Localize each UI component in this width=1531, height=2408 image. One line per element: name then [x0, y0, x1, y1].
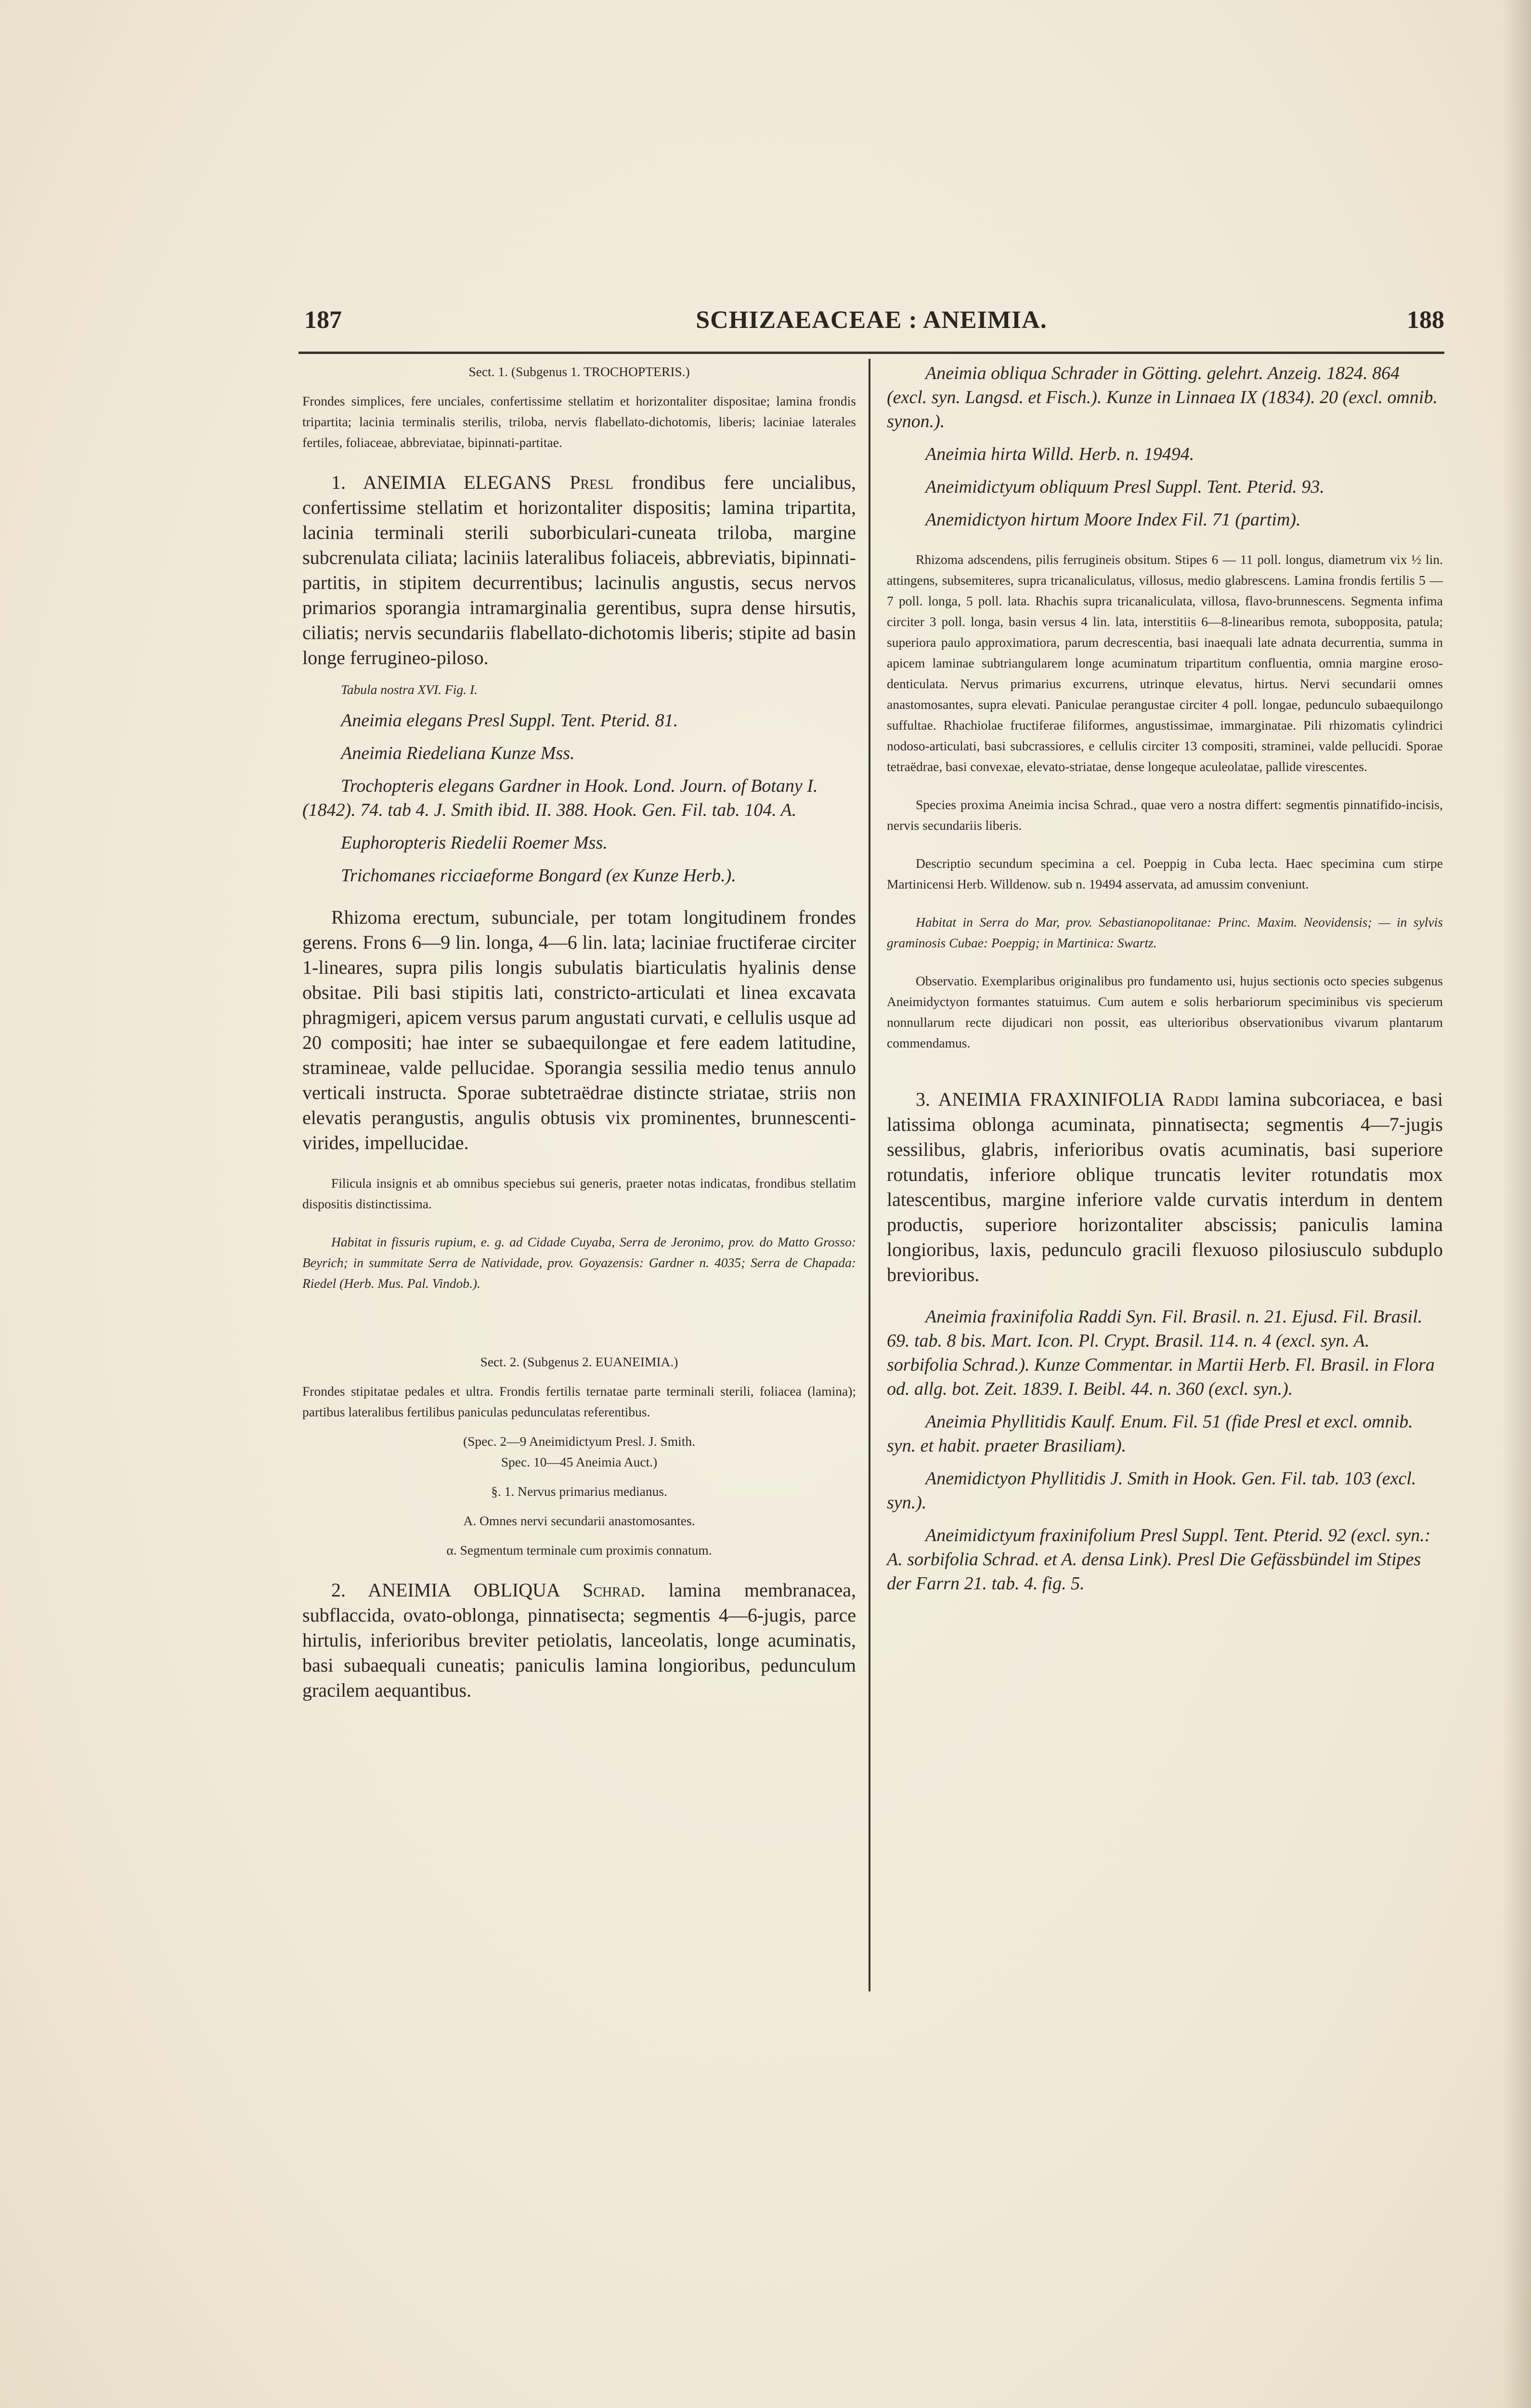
book-spine-shadow — [1502, 0, 1531, 2408]
section-2-spec-2: Spec. 10—45 Aneimia Auct.) — [501, 1454, 658, 1469]
species-1-author: Presl — [570, 471, 613, 493]
species-1-text: frondibus fere uncialibus, confertissime stellatim et horizontaliter dispositis; lamina tripartita, lacinia terminali sterili suborbiculari-cuneata triloba, margine subcrenulata ciliata; laciniis lateralibus foliaceis, abbreviatis, bipinnati-partitis, in stipitem decurrentibus; lacinulis angustis, secus nervos primarios sporangia intramarginalia gerentibus, supra dense hirsutis, ciliatis; nervis secundariis flabellato-dichotomis liberis; stipite ad basin longe ferrugineo-piloso. — [302, 471, 856, 668]
header-rule — [298, 352, 1444, 354]
species-3-synonym: Aneimia fraxinifolia Raddi Syn. Fil. Brasil. n. 21. Ejusd. Fil. Brasil. 69. tab. 8 bis. Mart. Icon. Pl. Crypt. Brasil. 114. n. 4 (excl. syn. A. sorbifolia Schrad.). Kunze Commentar. in Martii Herb. Fl. Brasil. in Flora od. allg. bot. Zeit. 1839. I. Beibl. 44. n. 360 (excl. syn.). — [887, 1307, 1435, 1399]
species-1-plate: Tabula nostra XVI. Fig. I. — [341, 682, 478, 697]
paragraph-1-heading: §. 1. Nervus primarius medianus. — [491, 1484, 667, 1499]
species-2-synonym: Aneimia obliqua Schrader in Götting. gelehrt. Anzeig. 1824. 864 (excl. syn. Langsd. et Fisch.). Kunze in Linnaea IX (1834). 20 (excl. omnib. synon.). — [887, 363, 1438, 432]
section-1-heading: Sect. 1. (Subgenus 1. TROCHOPTERIS.) — [468, 364, 690, 379]
section-2-description: Frondes stipitatae pedales et ultra. Frondis fertilis ternatae parte terminali sterili, foliacea (lamina); partibus lateralibus fertilibus paniculas pedunculatas referentibus. — [302, 1384, 856, 1419]
section-1-description: Frondes simplices, fere unciales, confertissime stellatim et horizontaliter dispositae; lamina frondis tripartita; lacinia terminalis sterilis, triloba, nervis flabellato-dichotomis, liberis; laciniae laterales fertiles, foliaceae, abbreviatae, bipinnati-partitae. — [302, 393, 856, 450]
species-1-synonym: Trichomanes ricciaeforme Bongard (ex Kunze Herb.). — [341, 865, 736, 886]
section-2-spec-1: (Spec. 2—9 Aneimidictyum Presl. J. Smith. — [463, 1434, 695, 1449]
species-1-description: Rhizoma erectum, subunciale, per totam longitudinem frondes gerens. Frons 6—9 lin. longa, 4—6 lin. lata; laciniae fructiferae circiter 1-lineares, supra pilis longis subulatis biarticulatis hyalinis dense obsitae. Pili basi stipitis lati, constricto-articulati et linea excavata phragmigeri, apicem versus parum angustati curvati, e cellulis usque ad 20 compositi; hae inter se subaequilongae et fere eadem latitudine, stramineae, valde pellucidae. Sporangia sessilia medio tenus annulo verticali instructa. Sporae subtetraëdrae distincte striatae, striis non elevatis perangustis, angulis obtusis vix prominentes, brunnescenti-virides, impellucidae. — [302, 906, 856, 1153]
species-2-note: Species proxima Aneimia incisa Schrad., quae vero a nostra differt: segmentis pinnatifido-incisis, nervis secundariis liberis. — [887, 797, 1443, 833]
species-3-text: lamina subcoriacea, e basi latissima oblonga acuminata, pinnatisecta; segmentis 4—7-jugis sessilibus, glabris, inferioribus ovatis acuminatis, basi superiore rotundatis, inferiore oblique truncatis leviter rotundatis mox latescentibus, margine inferiore valde curvatis interdum in dentem productis, superiore horizontaliter abscissis; paniculis lamina longioribus, laxis, pedunculo gracili flexuoso pilosiusculo subduplo brevioribus. — [887, 1088, 1443, 1285]
species-2-synonym: Anemidictyon hirtum Moore Index Fil. 71 (partim). — [925, 510, 1301, 530]
species-2-description: Rhizoma adscendens, pilis ferrugineis obsitum. Stipes 6 — 11 poll. longus, diametrum vix ½ lin. attingens, subsemiteres, supra tricanaliculatus, villosus, medio glabrescens. Lamina frondis fertilis 5 — 7 poll. longa, 5 poll. lata. Rhachis supra tricanaliculata, villosa, flavo-brunnescens. Segmenta infima circiter 3 poll. longa, basin versus 4 lin. lata, interstitiis 6—8-linearibus remota, subopposita, patula; superiora paulo approximatiora, parum decrescentia, basi inaequali late adnata decurrentia, summa in apicem laminae subtriangularem longe acuminatum tripartitum confluentia, omnia margine eroso-denticulata. Nervus primarius excurrens, utrinque elevatus, hirtus. Nervi secundarii omnes anastomosantes, supra elevati. Paniculae perangustae circiter 4 poll. longae, pedunculo subaequilongo suffultae. Rhachiolae fructiferae filiformes, angustissimae, immarginatae. Pili rhizomatis cylindrici nodoso-articulati, basi subcrassiores, e cellulis circiter 13 compositi, straminei, valde pellucidi. Sporae tetraëdrae, basi convexae, elevato-striatae, dense longeque aculeolatae, pallide virescentes. — [887, 552, 1443, 774]
page-number-right: 188 — [1407, 306, 1444, 334]
column-divider — [869, 359, 870, 1991]
species-3-synonym: Aneimidictyum fraxinifolium Presl Suppl. Tent. Pterid. 92 (excl. syn.: A. sorbifolia Schrad. et A. densa Link). Presl Die Gefässbündel im Stipes der Farrn 21. tab. 4. fig. 5. — [887, 1525, 1431, 1594]
species-3-diagnosis — [887, 1087, 1443, 1287]
species-1-synonym: Trochopteris elegans Gardner in Hook. Lond. Journ. of Botany I. (1842). 74. tab 4. J. Smith ibid. II. 388. Hook. Gen. Fil. tab. 104. A. — [302, 776, 818, 820]
species-1-note: Filicula insignis et ab omnibus speciebus sui generis, praeter notas indicatas, frondibus stellatim dispositis distinctissima. — [302, 1176, 856, 1211]
species-1-diagnosis — [302, 470, 856, 670]
species-1-synonym: Aneimia Riedeliana Kunze Mss. — [341, 743, 575, 763]
species-2-synonym: Aneimidictyum obliquum Presl Suppl. Tent. Pterid. 93. — [925, 477, 1324, 497]
group-alpha-heading: α. Segmentum terminale cum proximis connatum. — [446, 1543, 712, 1557]
species-2-name: ANEIMIA OBLIQUA — [368, 1579, 559, 1601]
left-column — [302, 361, 856, 1703]
observation: Observatio. Exemplaribus originalibus pro fundamento usi, hujus sectionis octo species subgenus Aneimidyctyon formantes statuimus. Cum autem e solis herbariorum speciminibus vis specierum nonnullarum recte dijudicari non possit, eas ulterioribus observationibus vivarum plantarum commendamus. — [887, 973, 1443, 1050]
species-1-synonym: Euphoropteris Riedelii Roemer Mss. — [341, 833, 608, 853]
running-header — [298, 306, 1444, 344]
species-2-synonym: Aneimia hirta Willd. Herb. n. 19494. — [925, 444, 1194, 464]
species-3-number: 3. — [916, 1088, 930, 1110]
species-3-synonym: Anemidictyon Phyllitidis J. Smith in Hook. Gen. Fil. tab. 103 (excl. syn.). — [887, 1468, 1416, 1513]
species-1-number: 1. — [331, 471, 346, 493]
species-3-author: Raddi — [1172, 1088, 1219, 1110]
species-2-habitat: Habitat in Serra do Mar, prov. Sebastianopolitanae: Princ. Maxim. Neovidensis; — in sylvis graminosis Cubae: Poeppig; in Martinica: Swartz. — [887, 915, 1443, 950]
species-2-specimens: Descriptio secundum specimina a cel. Poeppig in Cuba lecta. Haec specimina cum stirpe Martinicensi Herb. Willdenow. sub n. 19494 asservata, ad amussim conveniunt. — [887, 856, 1443, 891]
right-column — [887, 361, 1443, 1596]
page-number-left: 187 — [304, 306, 342, 334]
species-2-text: lamina membranacea, subflaccida, ovato-oblonga, pinnatisecta; segmentis 4—6-jugis, parce hirtulis, inferioribus breviter petiolatis, lanceolatis, longe acuminatis, basi subaequali cuneatis; paniculis lamina longioribus, pedunculum gracilem aequantibus. — [302, 1579, 856, 1701]
group-a-heading: A. Omnes nervi secundarii anastomosantes. — [463, 1513, 695, 1528]
species-2-number: 2. — [331, 1579, 346, 1601]
species-1-synonym: Aneimia elegans Presl Suppl. Tent. Pterid. 81. — [341, 710, 678, 731]
species-3-synonym: Aneimia Phyllitidis Kaulf. Enum. Fil. 51 (fide Presl et excl. omnib. syn. et habit. praeter Brasiliam). — [887, 1412, 1413, 1456]
species-1-name: ANEIMIA ELEGANS — [363, 471, 552, 493]
running-title: SCHIZAEACEAE : ANEIMIA. — [696, 306, 1047, 334]
section-2-heading: Sect. 2. (Subgenus 2. EUANEIMIA.) — [480, 1354, 678, 1369]
species-3-name: ANEIMIA FRAXINIFOLIA — [938, 1088, 1164, 1110]
species-1-habitat: Habitat in fissuris rupium, e. g. ad Cidade Cuyaba, Serra de Jeronimo, prov. do Matto Grosso: Beyrich; in summitate Serra de Natividade, prov. Goyazensis: Gardner n. 4035; Serra de Chapada: Riedel (Herb. Mus. Pal. Vindob.). — [302, 1234, 856, 1291]
species-2-author: Schrad. — [582, 1579, 646, 1601]
species-2-diagnosis — [302, 1578, 856, 1703]
